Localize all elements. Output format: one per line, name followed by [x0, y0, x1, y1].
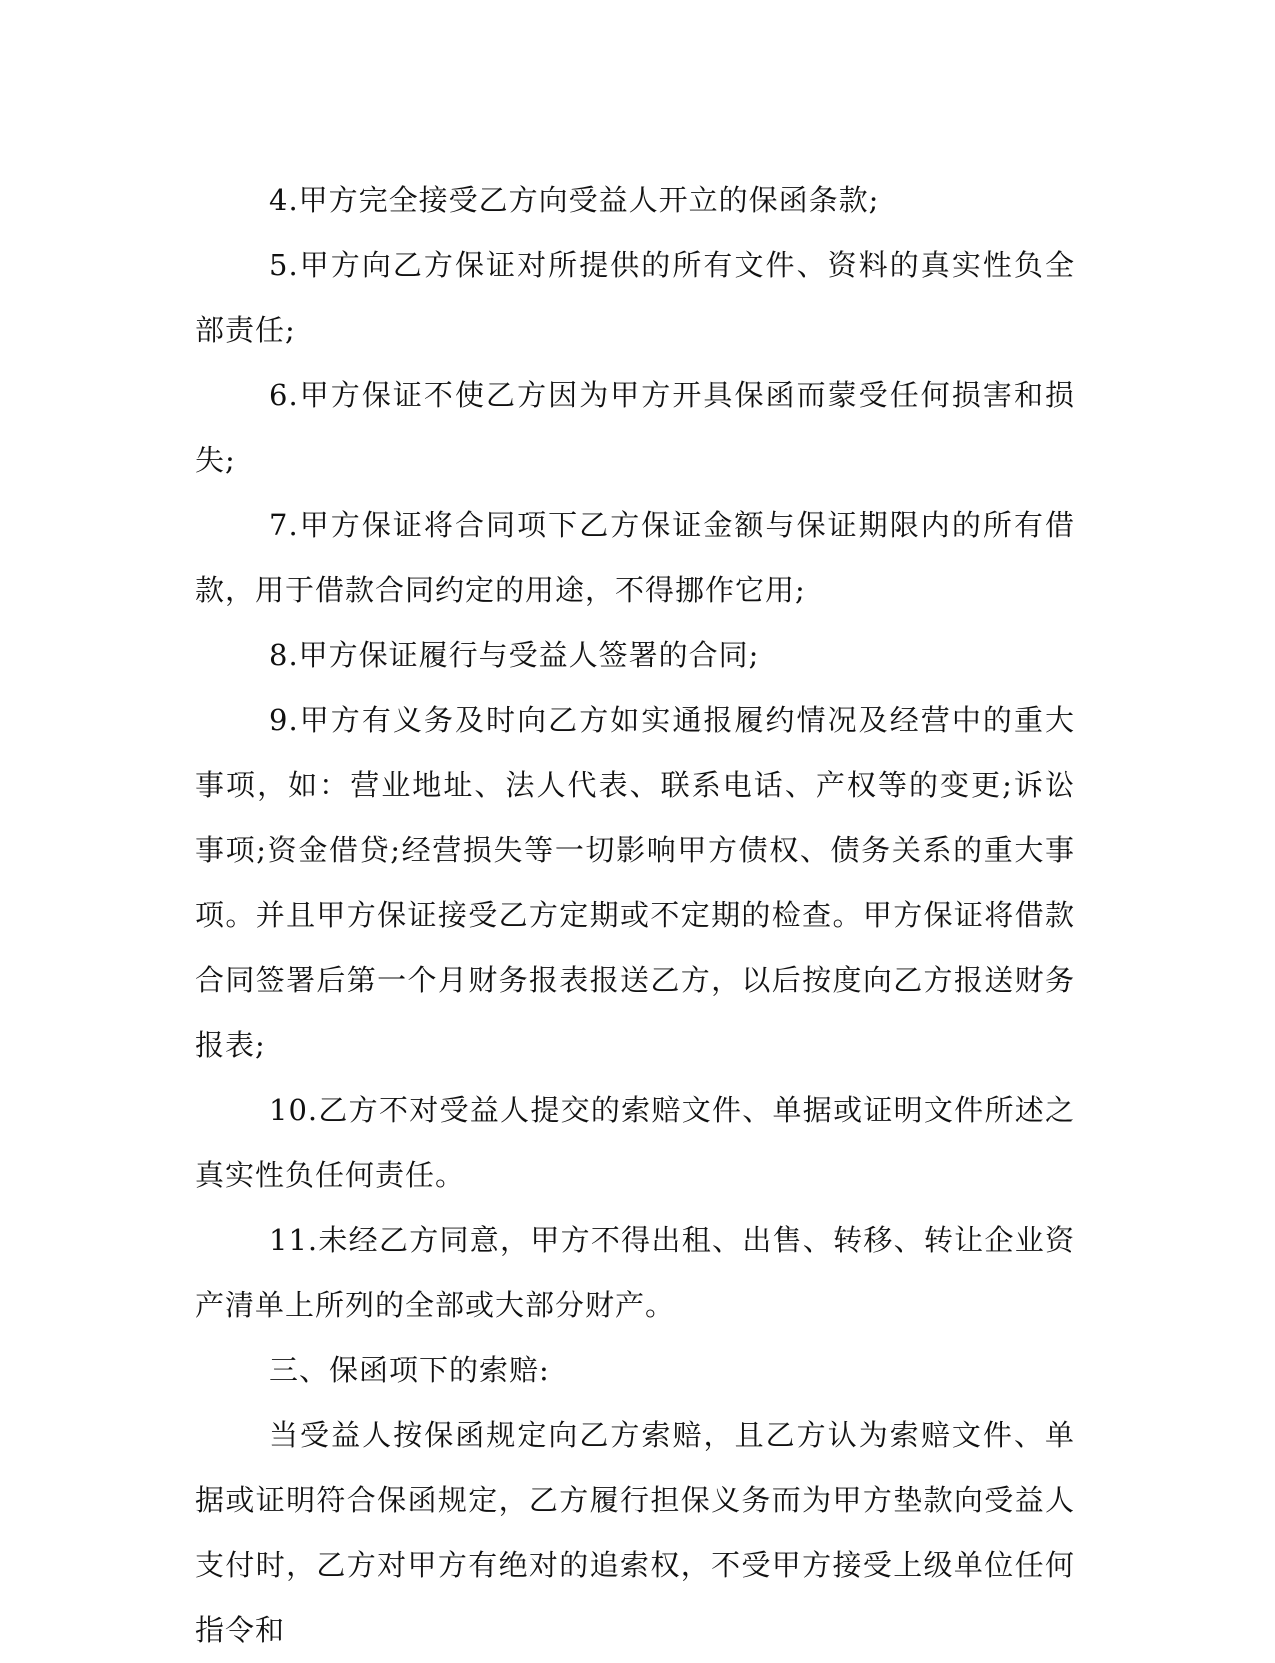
document-body	[195, 168, 1075, 1663]
section-heading-claims: 三、保函项下的索赔:	[269, 1353, 550, 1387]
clause-6: 6.甲方保证不使乙方因为甲方开具保函而蒙受任何损害和损失;	[195, 378, 1075, 477]
clause-4: 4.甲方完全接受乙方向受益人开立的保函条款;	[269, 183, 880, 217]
clause-10: 10.乙方不对受益人提交的索赔文件、单据或证明文件所述之真实性负任何责任。	[195, 1093, 1075, 1192]
claims-paragraph: 当受益人按保函规定向乙方索赔，且乙方认为索赔文件、单据或证明符合保函规定，乙方履行担保义务而为甲方垫款向受益人支付时，乙方对甲方有绝对的追索权，不受甲方接受上级单位任何指令和	[195, 1418, 1075, 1647]
clause-9: 9.甲方有义务及时向乙方如实通报履约情况及经营中的重大事项，如：营业地址、法人代表、联系电话、产权等的变更;诉讼事项;资金借贷;经营损失等一切影响甲方债权、债务关系的重大事项。并且甲方保证接受乙方定期或不定期的检查。甲方保证将借款合同签署后第一个月财务报表报送乙方，以后按度向乙方报送财务报表;	[195, 703, 1075, 1062]
clause-7: 7.甲方保证将合同项下乙方保证金额与保证期限内的所有借款，用于借款合同约定的用途，不得挪作它用;	[195, 508, 1075, 607]
clause-5: 5.甲方向乙方保证对所提供的所有文件、资料的真实性负全部责任;	[195, 248, 1075, 347]
clause-8: 8.甲方保证履行与受益人签署的合同;	[269, 638, 760, 672]
clause-11: 11.未经乙方同意，甲方不得出租、出售、转移、转让企业资产清单上所列的全部或大部分财产。	[195, 1223, 1075, 1322]
